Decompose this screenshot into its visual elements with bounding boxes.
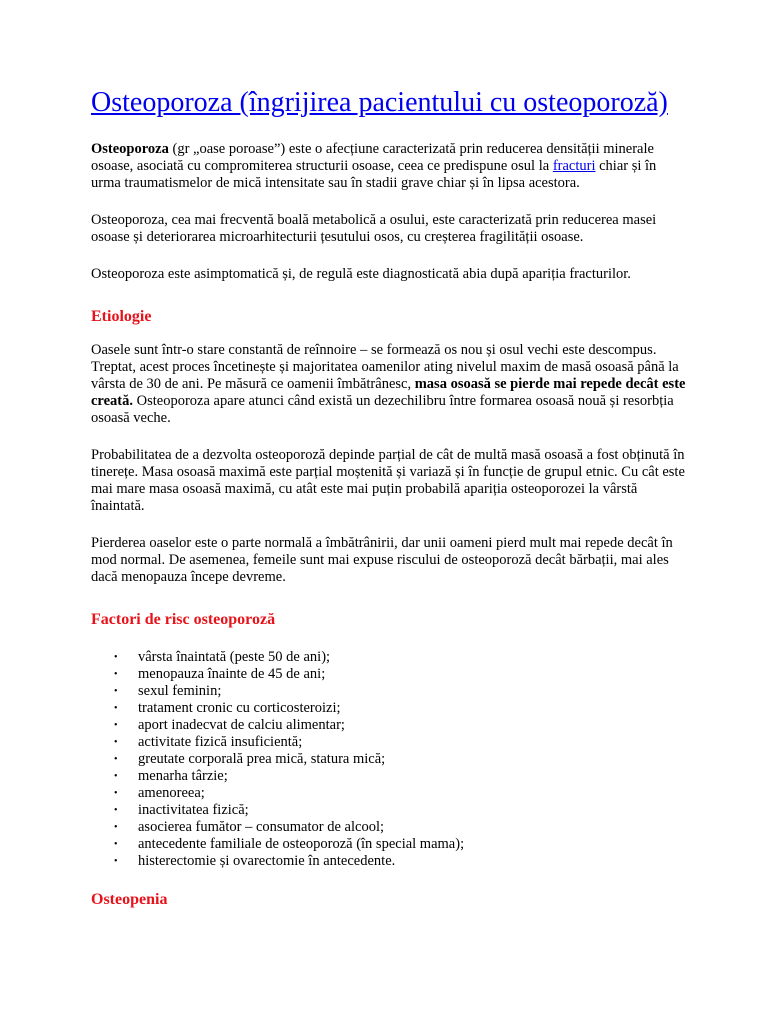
bullet-icon: • bbox=[114, 822, 118, 833]
list-item-text: sexul feminin; bbox=[138, 683, 222, 699]
etiologie-paragraph-2: Probabilitatea de a dezvolta osteoporoză depinde parțial de cât de multă masă osoasă a fost obținută în tinerețe. Masa osoasă maximă este parțial moștenită și variază și în funcție de grupul etnic. Cu cât este mai mare masa osoasă maximă, cu atât este mai puțin probabilă apariția osteoporozei la vârstă înaintată. bbox=[91, 447, 685, 514]
list-item-text: tratament cronic cu corticosteroizi; bbox=[138, 700, 341, 716]
list-item-text: menopauza înainte de 45 de ani; bbox=[138, 666, 326, 682]
etiologie-bold: masa osoasă se pierde mai repede decât este creată. bbox=[91, 376, 686, 409]
risk-factor-list bbox=[91, 649, 688, 870]
etiologie-paragraph-1 bbox=[91, 342, 688, 427]
bullet-icon: • bbox=[114, 771, 118, 782]
etiologie-paragraph-3: Pierderea oaselor este o parte normală a îmbătrânirii, dar unii oameni pierd mult mai repede decât în mod normal. De asemenea, femeile sunt mai expuse riscului de osteoporoză decât bărbații, mai ales dacă menopauza începe devreme. bbox=[91, 535, 673, 585]
list-item bbox=[114, 802, 688, 819]
list-item-text: aport inadecvat de calciu alimentar; bbox=[138, 717, 345, 733]
paragraph-2: Osteoporoza, cea mai frecventă boală metabolică a osului, este caracterizată prin reducerea masei osoase și deteriorarea microarhitecturii țesutului osos, cu creșterea fragilității osoase. bbox=[91, 212, 657, 245]
bullet-icon: • bbox=[114, 720, 118, 731]
list-item bbox=[114, 853, 688, 870]
etiologie-heading: Etiologie bbox=[91, 308, 152, 325]
intro-paragraph bbox=[91, 141, 688, 192]
list-item-text: greutate corporală prea mică, statura mică; bbox=[138, 751, 386, 767]
list-item-text: amenoreea; bbox=[138, 785, 205, 801]
list-item bbox=[114, 785, 688, 802]
list-item bbox=[114, 700, 688, 717]
list-item bbox=[114, 683, 688, 700]
list-item bbox=[114, 717, 688, 734]
list-item bbox=[114, 666, 688, 683]
list-item-text: menarha târzie; bbox=[138, 768, 228, 784]
list-item-text: antecedente familiale de osteoporoză (în special mama); bbox=[138, 836, 465, 852]
etiologie-text-2: Osteoporoza apare atunci când există un dezechilibru între formarea osoasă nouă și resorbția osoasă veche. bbox=[91, 393, 674, 426]
bullet-icon: • bbox=[114, 788, 118, 799]
bullet-icon: • bbox=[114, 754, 118, 765]
etiologie-text-1: Oasele sunt într-o stare constantă de reînnoire – se formează os nou și osul vechi este descompus. Treptat, acest proces încetinește și majoritatea oamenilor ating nivelul maxim de masă osoasă până la vârsta de 30 de ani. Pe măsură ce oamenii îmbătrânesc, bbox=[91, 342, 679, 392]
bullet-icon: • bbox=[114, 805, 118, 816]
intro-text-2: chiar și în urma traumatismelor de mică intensitate sau în stadii grave chiar și în lipsa acestora. bbox=[91, 158, 657, 191]
osteopenia-heading: Osteopenia bbox=[91, 891, 168, 908]
list-item-text: histerectomie și ovarectomie în antecedente. bbox=[138, 853, 396, 869]
factori-heading: Factori de risc osteoporoză bbox=[91, 611, 276, 628]
intro-text-1: (gr „oase poroase”) este o afecțiune caracterizată prin reducerea densității minerale osoase, asociată cu compromiterea structurii osoase, ceea ce predispune osul la bbox=[91, 141, 654, 174]
paragraph-3: Osteoporoza este asimptomatică și, de regulă este diagnosticată abia după apariția fracturilor. bbox=[91, 266, 631, 282]
page-title bbox=[91, 86, 688, 119]
list-item bbox=[114, 768, 688, 785]
list-item bbox=[114, 649, 688, 666]
list-item-text: vârsta înaintată (peste 50 de ani); bbox=[138, 649, 331, 665]
list-item bbox=[114, 836, 688, 853]
fracturi-link[interactable]: fracturi bbox=[552, 158, 596, 174]
list-item-text: asocierea fumător – consumator de alcool; bbox=[138, 819, 384, 835]
intro-term: Osteoporoza bbox=[91, 141, 169, 157]
list-item bbox=[114, 751, 688, 768]
list-item bbox=[114, 734, 688, 751]
bullet-icon: • bbox=[114, 669, 118, 680]
title-link[interactable]: Osteoporoza (îngrijirea pacientului cu osteoporoză) bbox=[91, 87, 668, 118]
bullet-icon: • bbox=[114, 652, 118, 663]
bullet-icon: • bbox=[114, 686, 118, 697]
bullet-icon: • bbox=[114, 703, 118, 714]
list-item-text: inactivitatea fizică; bbox=[138, 802, 249, 818]
bullet-icon: • bbox=[114, 737, 118, 748]
list-item-text: activitate fizică insuficientă; bbox=[138, 734, 303, 750]
bullet-icon: • bbox=[114, 856, 118, 867]
bullet-icon: • bbox=[114, 839, 118, 850]
list-item bbox=[114, 819, 688, 836]
